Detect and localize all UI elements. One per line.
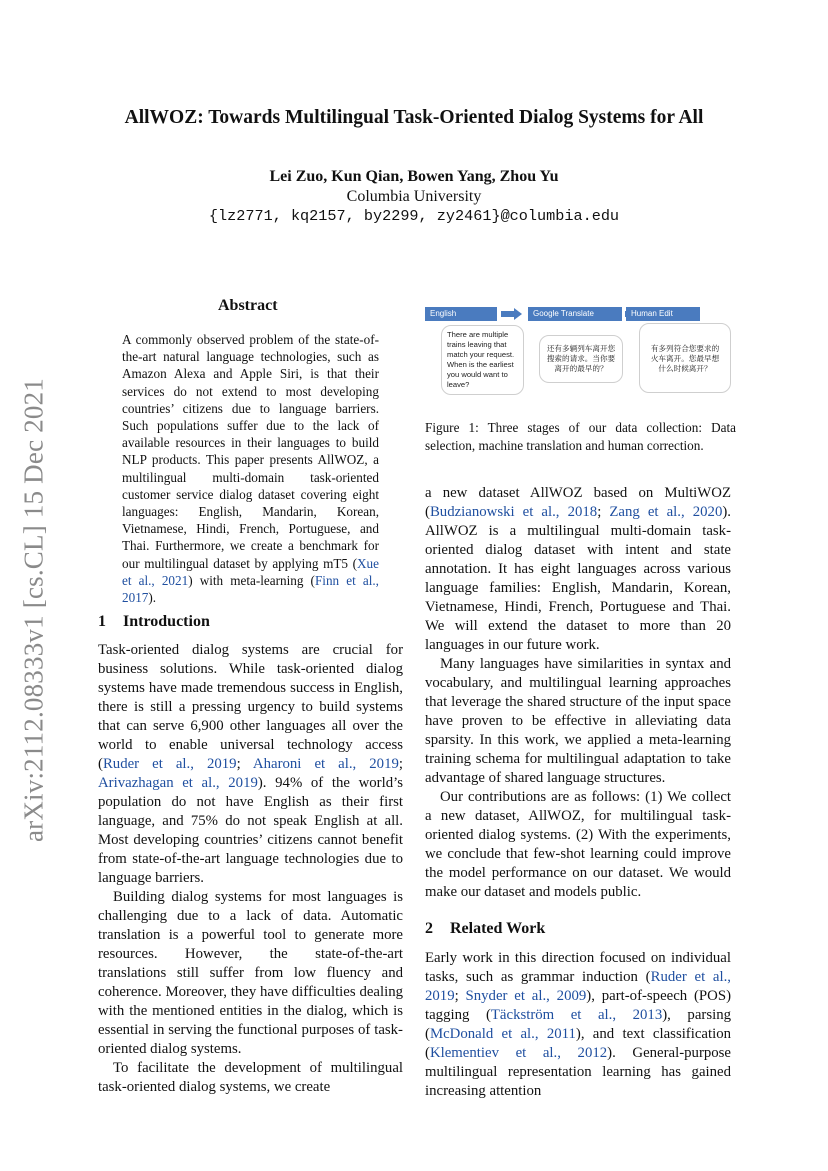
stage-english-label: English [425,307,497,321]
stage-edit-label: Human Edit [626,307,700,321]
edit-text-bubble: 有多列符合您要求的火车离开。您最早想什么时候离开？ [639,323,731,393]
arrow-icon [501,311,515,317]
translate-text-bubble: 还有多辆列车离开您搜索的请求。当你要离开的最早的？ [539,335,623,383]
citation-link[interactable]: McDonald et al., 2011 [429,1026,576,1042]
arrow-icon [514,308,522,320]
paragraph: Our contributions are as follows: (1) We collect a new dataset, AllWOZ, for multilingual task-oriented dialog systems. (2) With the experiments, we conclude that few-shot learning could improve the model performance on our dataset. We would make our dataset and models public. [425,789,731,900]
section-heading: 2 Related Work [425,920,546,937]
author-list: Lei Zuo, Kun Qian, Bowen Yang, Zhou Yu [269,168,559,185]
english-text-bubble: There are multiple trains leaving that match your request. When is the earliest you would want to leave? [441,325,524,395]
introduction-section [98,612,403,1097]
paragraph: Early work in this direction focused on individual tasks, such as grammar induction (Ruder et al., 2019; Snyder et al., 2009), part-of-speech (POS) tagging (Täckström et al., 2013), parsing (McDonald et al., 2011), and text classification (Klementiev et al., 2012). General-purpose multilingual representation learning has gained increasing attention [425,950,731,1099]
paragraph: Task-oriented dialog systems are crucial for business solutions. While task-oriented dialog systems have made tremendous success in English, there is still a pressing urgency to build systems that can serve 6,900 other languages all over the world to enable universal technology access (Ruder et al., 2019; Aharoni et al., 2019; Arivazhagan et al., 2019). 94% of the world’s population do not have English as their first language, and 75% do not speak English at all. Most developing countries’ citizens cannot benefit from state-of-the-art language technologies due to language barriers. [98,642,404,886]
author-emails: {lz2771, kq2157, by2299, zy2461}@columbia.edu [208,207,620,225]
figure-caption: Figure 1: Three stages of our data collection: Data selection, machine translation and human correction. [425,420,736,453]
abstract-heading: Abstract [218,297,278,314]
affiliation: Columbia University [346,188,482,205]
citation-link[interactable]: Finn et al., 2017 [122,572,379,606]
paragraph: Many languages have similarities in syntax and vocabulary, and multilingual learning approaches that leverage the shared structure of the input space have proven to be effective in alleviating data sparsity. In this work, we applied a meta-learning training schema for multilingual adaptation to take advantage of shared language structures. [425,656,731,786]
section-heading: 1 Introduction [98,613,210,630]
citation-link[interactable]: Ruder et al., 2019 [102,756,237,772]
arxiv-identifier: arXiv:2112.08333v1 [cs.CL] 15 Dec 2021 [18,377,49,843]
paragraph: Building dialog systems for most languages is challenging due to a lack of data. Automatic translation is a powerful tool to generate more resources. However, the state-of-the-art translations still suffer from low fluency and coherence. Moreover, they have difficulties dealing with the mentioned entities in the dialog, which is essential in serving the functional purposes of task-oriented dialog systems. [98,889,403,1057]
citation-link[interactable]: Klementiev et al., 2012 [429,1045,608,1061]
citation-link[interactable]: Ruder et al., 2019 [425,969,731,1004]
citation-link[interactable]: Arivazhagan et al., 2019 [98,775,258,791]
abstract-text: A commonly observed problem of the state-of-the-art natural language technologies, such as Amazon Alexa and Apple Siri, is that their services do not extend to most developing countries’ citizens due to language barriers. Such populations suffer due to the lack of available resources in their languages to build NLP products. This paper presents AllWOZ, a multilingual multi-domain task-oriented customer service dialog dataset covering eight languages: English, Mandarin, Korean, Vietnamese, Hindi, French, Portuguese, and Thai. Furthermore, we create a benchmark for our multilingual dataset by applying mT5 (Xue et al., 2021) with meta-learning (Finn et al., 2017). [122,332,379,606]
citation-link[interactable]: Zang et al., 2020 [609,504,723,520]
paragraph: To facilitate the development of multilingual task-oriented dialog systems, we create [98,1060,403,1095]
stage-translate-label: Google Translate [528,307,622,321]
right-column [425,484,731,1101]
paragraph: a new dataset AllWOZ based on MultiWOZ (Budzianowski et al., 2018; Zang et al., 2020). AllWOZ is a multilingual multi-domain task-oriented dialog dataset with intent and state annotation. It has eight languages across various language families: English, Mandarin, Korean, Vietnamese, Hindi, French, Portuguese and Thai. We will extend the dataset to more than 20 languages in our future work. [425,485,731,653]
citation-link[interactable]: Snyder et al., 2009 [465,988,587,1004]
citation-link[interactable]: Xue et al., 2021 [122,555,379,588]
paper-title: AllWOZ: Towards Multilingual Task-Oriented Dialog Systems for All [124,107,704,128]
figure-1 [425,307,735,399]
citation-link[interactable]: Aharoni et al., 2019 [252,756,399,772]
citation-link[interactable]: Budzianowski et al., 2018 [429,504,598,520]
citation-link[interactable]: Täckström et al., 2013 [490,1007,663,1023]
